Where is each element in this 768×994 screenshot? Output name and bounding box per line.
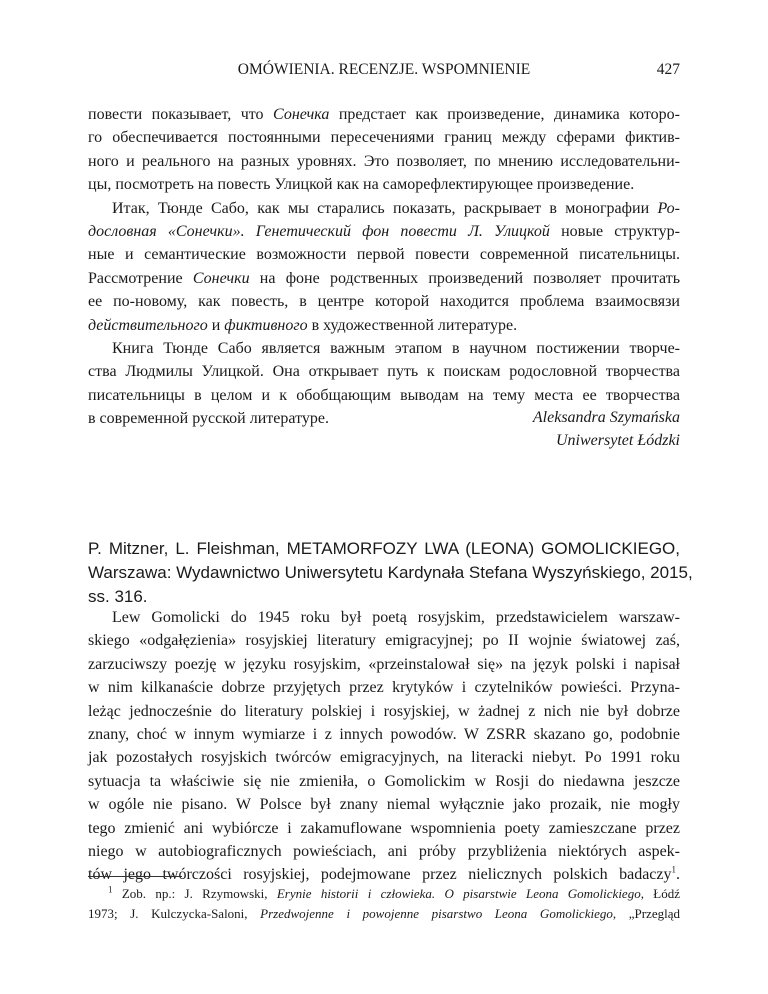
p1-text: предстает как произведение, динамика которо- [329,106,681,123]
p1-line: цы, посмотреть на повесть Улицкой как на саморефлектирующее произведение. [88,176,635,194]
p2-term-italic: действительного [88,316,208,334]
review-heading-line: Warszawa: Wydawnictwo Uniwersytetu Kardynała Stefana Wyszyńskiego, 2015, [88,563,693,582]
p4-text: . [676,866,680,884]
footnote-text: , Łódź [640,886,681,901]
p3-line: в современной русской литературе. [88,410,329,428]
footnote-number: 1 [108,884,113,895]
p2-text: и [207,316,225,334]
footnote-title-italic: Erynie historii i człowieka. O pisarstwie Leona Gomolickiego [276,886,641,901]
review-signature [533,406,680,453]
p4-line: skiego «odgałęzienia» rosyjskiej literatury emigracyjnej; po II wojnie światowej zaś, [88,632,680,650]
p4-line: w nim kilkanaście dobrze przyjętych przez krytyków i czytelników powieści. Przyna- [88,679,680,697]
p4-line: w ogóle nie pisano. W Polsce był znany niemal wyłącznie jako prozaik, nie mogły [88,796,680,814]
p4-line: jak pozostałych rosyjskich twórców emigracyjnych, na literacki niebyt. Po 1991 roku [88,749,680,767]
paragraph-4 [88,606,680,887]
p2-text: на фоне родственных произведений позволяет прочитать [249,269,681,287]
paragraph-2 [88,197,680,337]
p2-title-italic: Сонечки [192,269,250,287]
p1-line: го обеспечивается постоянными пересечениями границ между сферами фиктив- [88,129,680,147]
p2-text: Рассмотрение [88,269,193,287]
p2-term-italic: фиктивного [224,316,308,334]
review-heading-line: ss. 316. [88,587,148,606]
p3-line: Книга Тюнде Сабо является важным этапом в научном постижении творче- [112,340,680,357]
p1-line: ного и реального на разных уровнях. Это позволяет, по мнению исследовательни- [88,152,680,170]
p4-line: niego w autobiograficznych powieściach, ani próby przybliżenia niektórych aspek- [88,843,680,861]
p4-line: tego zmienić ani wybiórcze i zakamuflowane wspomnienia poety zamieszczane przez [88,819,680,837]
footnote-ref: 1 [671,865,676,876]
p4-line: leżąc jednocześnie do literatury polskiej i rosyjskiej, w żadnej z nich nie był dobrze [88,702,680,720]
p2-text: Итак, Тюнде Сабо, как мы старались показать, раскрывает в монографии [112,199,658,217]
review-heading [88,537,693,609]
p2-text: новые структур- [549,223,680,240]
p2-line: ее по-новому, как повесть, в центре которой находится проблема взаимосвязи [88,293,680,311]
p2-text: в художественной литературе. [307,316,518,334]
review-heading-line: P. Mitzner, L. Fleishman, METAMORFOZY LWA (LEONA) GOMOLICKIEGO, [88,539,680,558]
p3-line: ства Людмилы Улицкой. Она открывает путь к поискам родословной творчества [88,363,680,381]
footnote-text: 1973; J. Kulczycka-Saloni, [88,906,261,921]
p1-text: повести показывает, что [88,106,274,123]
footnote-title-italic: Przedwojenne i powojenne pisarstwo Leona Gomolickiego [260,906,613,921]
footnote-divider [88,876,182,877]
running-title: OMÓWIENIA. RECENZJE. WSPOMNIENIE [237,61,531,78]
footnote-text: Zob. np.: J. Rzymowski, [112,886,277,901]
running-header [88,61,680,85]
footnote-text: , „Przegląd [612,906,680,921]
p2-title-italic: дословная «Сонечки». Генетический фон повести Л. Улицкой [88,223,550,240]
footnote [88,884,680,924]
signature-affiliation: Uniwersytet Łódzki [556,432,680,450]
signature-author: Aleksandra Szymańska [532,409,680,426]
p4-line: sytuacja ta właściwie się nie zmieniła, o Gomolickim w Rosji do niedawna jeszcze [88,772,680,790]
p4-line: Lew Gomolicki do 1945 roku był poetą rosyjskim, przedstawicielem warszaw- [112,609,680,626]
paragraph-1 [88,103,680,197]
p2-title-italic: Ро- [657,199,680,217]
p1-title-italic: Сонечка [273,106,330,123]
p4-line: znany, choć w innym wymiarze i z innych powodów. W ZSRR skazano go, podobnie [88,726,680,744]
p3-line: писательницы в целом и к обобщающим выводам на тему места ее творчества [88,386,680,404]
p4-line: zarzuciwszy poezję w języku rosyjskim, «przeinstalował się» na język polski i napisał [88,655,680,673]
p2-line: ные и семантические возможности первой повести современной писательницы. [88,246,680,264]
page-number: 427 [656,61,680,78]
p4-text: tów jego twórczości rosyjskiej, podejmowane przez nielicznych polskich badaczy [88,866,672,884]
